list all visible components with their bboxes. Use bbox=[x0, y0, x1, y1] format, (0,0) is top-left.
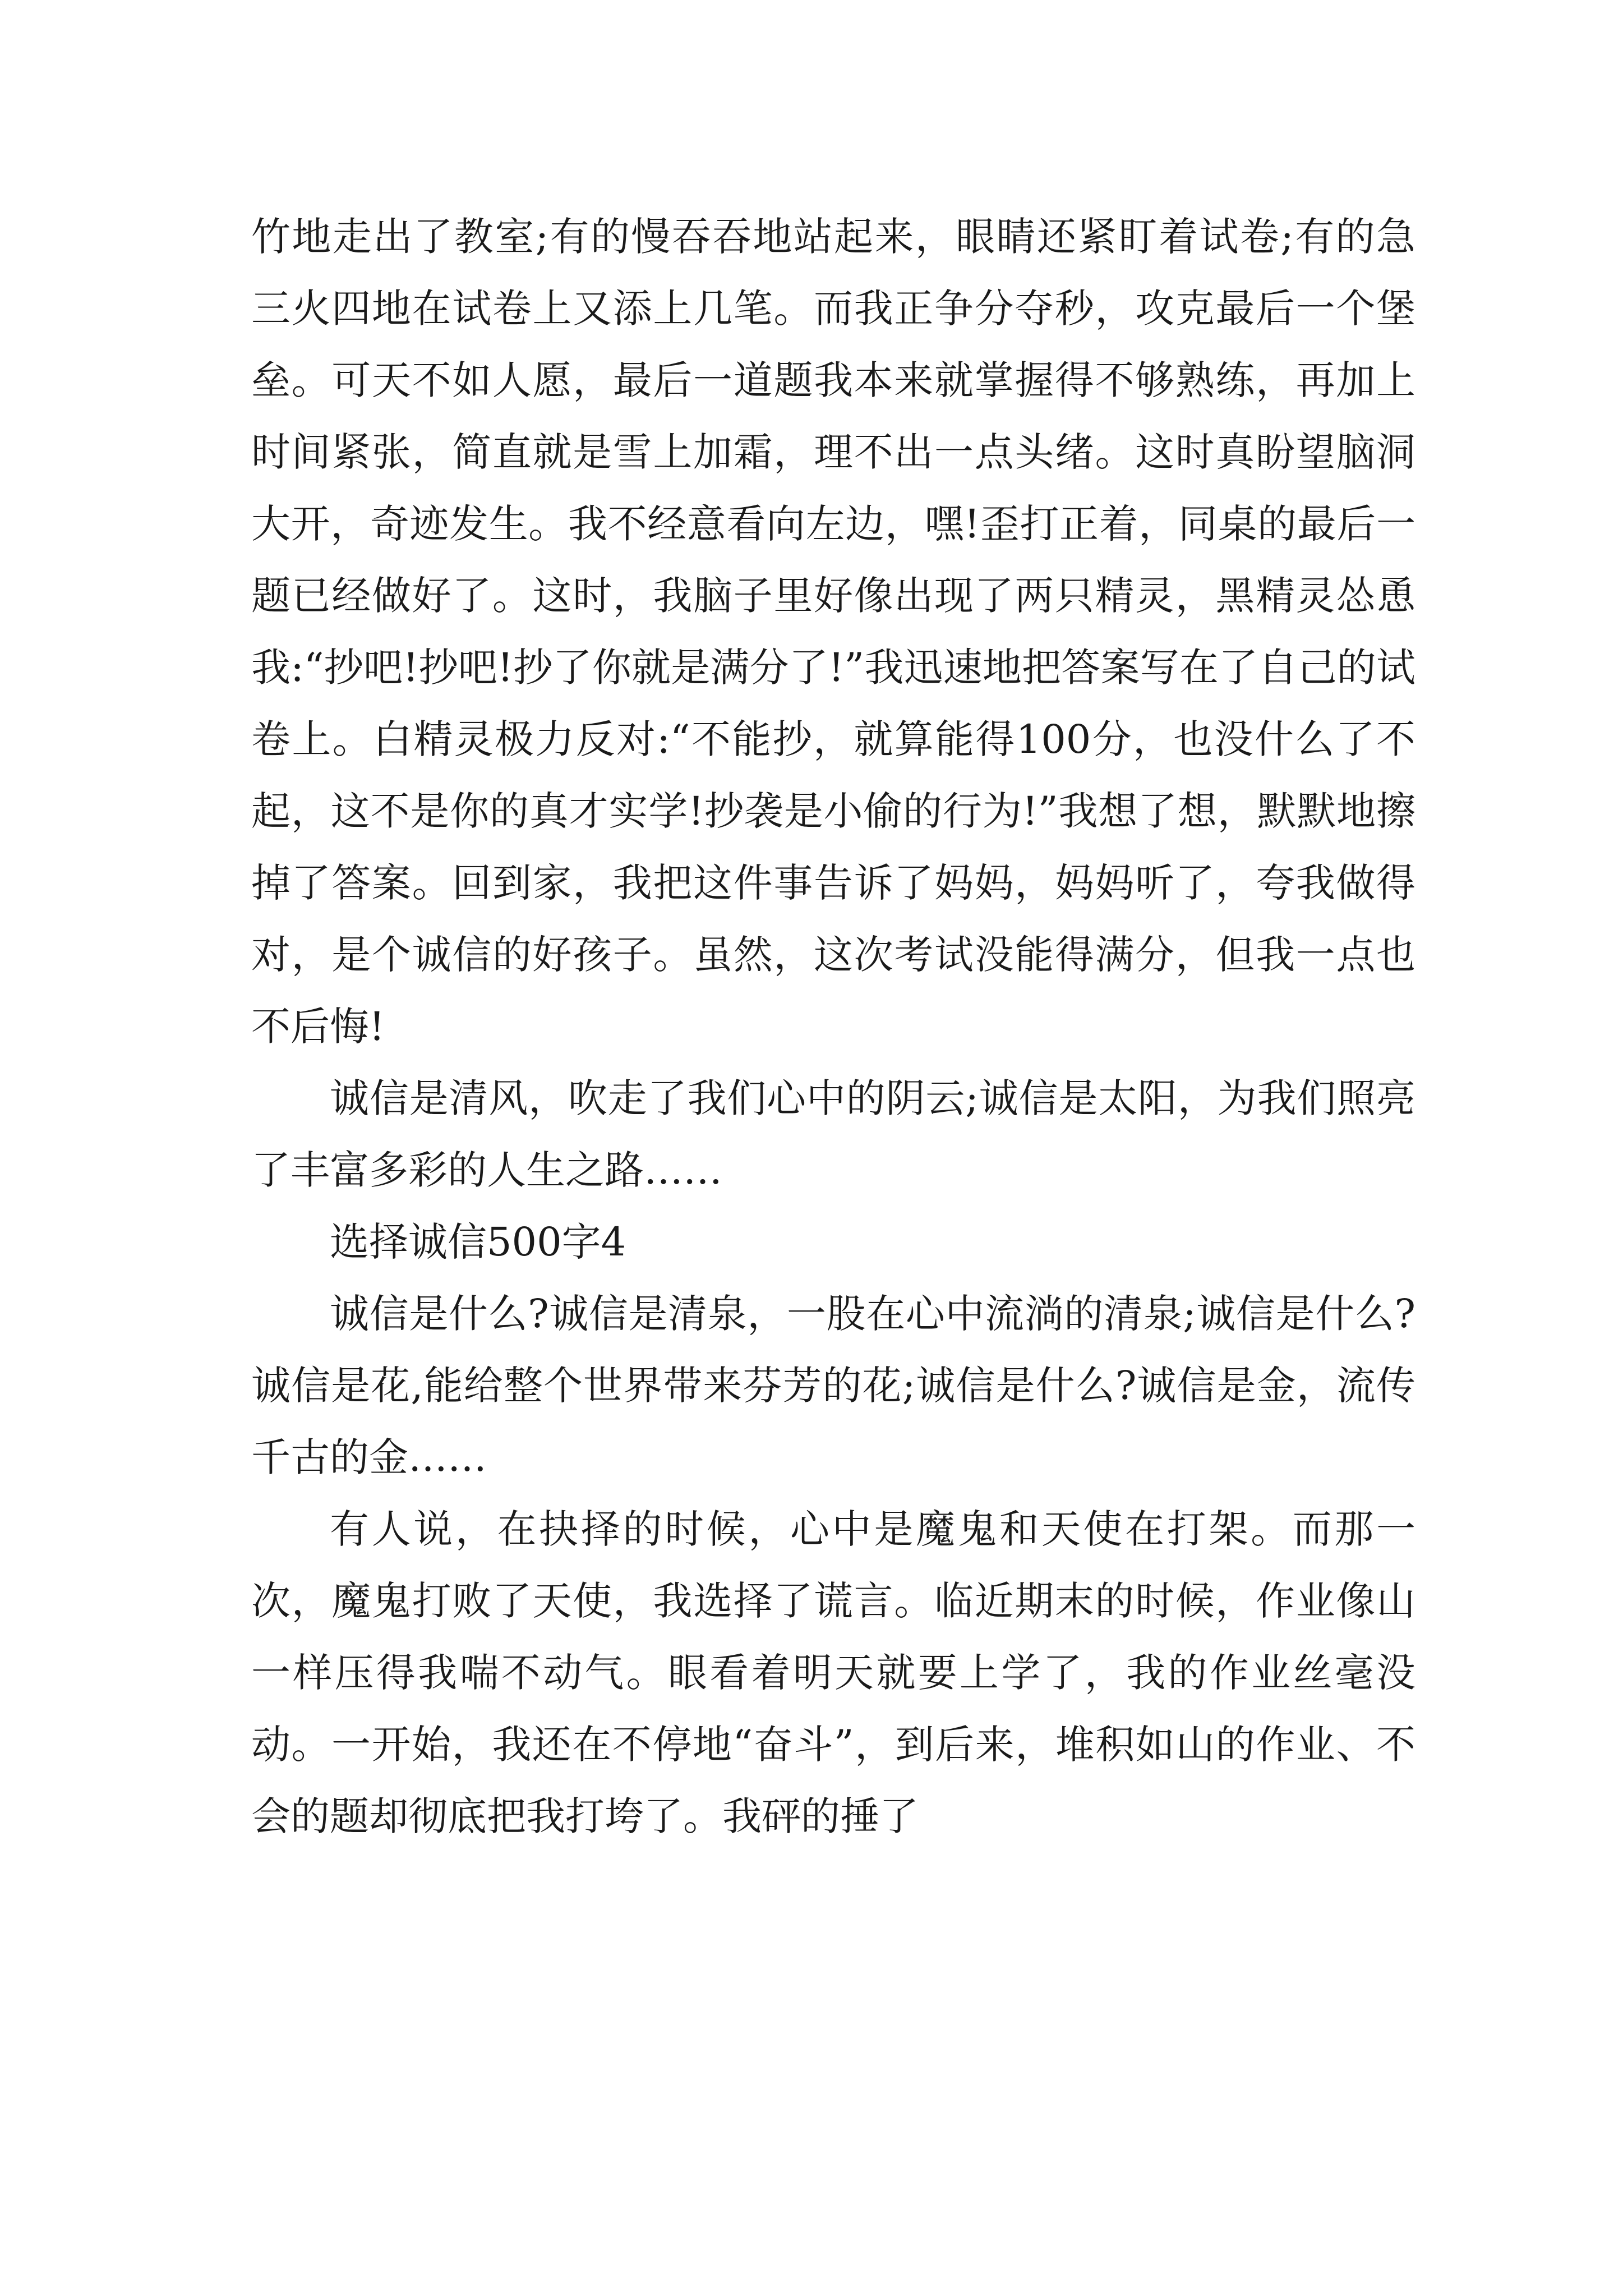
paragraph-exam-story: 竹地走出了教室;有的慢吞吞地站起来，眼睛还紧盯着试卷;有的急三火四地在试卷上又添上几笔。而我正争分夺秒，攻克最后一个堡垒。可天不如人愿，最后一道题我本来就掌握得不够熟练，再加上时间紧张，简直就是雪上加霜，理不出一点头绪。这时真盼望脑洞大开，奇迹发生。我不经意看向左边，嘿!歪打正着，同桌的最后一题已经做好了。这时，我脑子里好像出现了两只精灵，黑精灵怂恿我:“抄吧!抄吧!抄了你就是满分了!”我迅速地把答案写在了自己的试卷上。白精灵极力反对:“不能抄，就算能得100分，也没什么了不起，这不是你的真才实学!抄袭是小偷的行为!”我想了想，默默地擦掉了答案。回到家，我把这件事告诉了妈妈，妈妈听了，夸我做得对，是个诚信的好孩子。虽然，这次考试没能得满分，但我一点也不后悔! bbox=[251, 214, 1415, 1050]
section-heading: 选择诚信500字4 bbox=[330, 1219, 626, 1265]
paragraph-devil-angel: 有人说，在抉择的时候，心中是魔鬼和天使在打架。而那一次，魔鬼打败了天使，我选择了谎言。临近期末的时候，作业像山一样压得我喘不动气。眼看着明天就要上学了，我的作业丝毫没动。一开始，我还在不停地“奋斗”，到后来，堆积如山的作业、不会的题却彻底把我打垮了。我砰的捶了 bbox=[251, 1506, 1415, 1839]
paragraph-honesty-wind: 诚信是清风，吹走了我们心中的阴云;诚信是太阳，为我们照亮了丰富多彩的人生之路…… bbox=[251, 1075, 1415, 1193]
document-body bbox=[251, 201, 1415, 1852]
paragraph-what-is-honesty: 诚信是什么?诚信是清泉，一股在心中流淌的清泉;诚信是什么?诚信是花,能给整个世界带来芬芳的花;诚信是什么?诚信是金，流传千古的金…… bbox=[251, 1291, 1415, 1480]
